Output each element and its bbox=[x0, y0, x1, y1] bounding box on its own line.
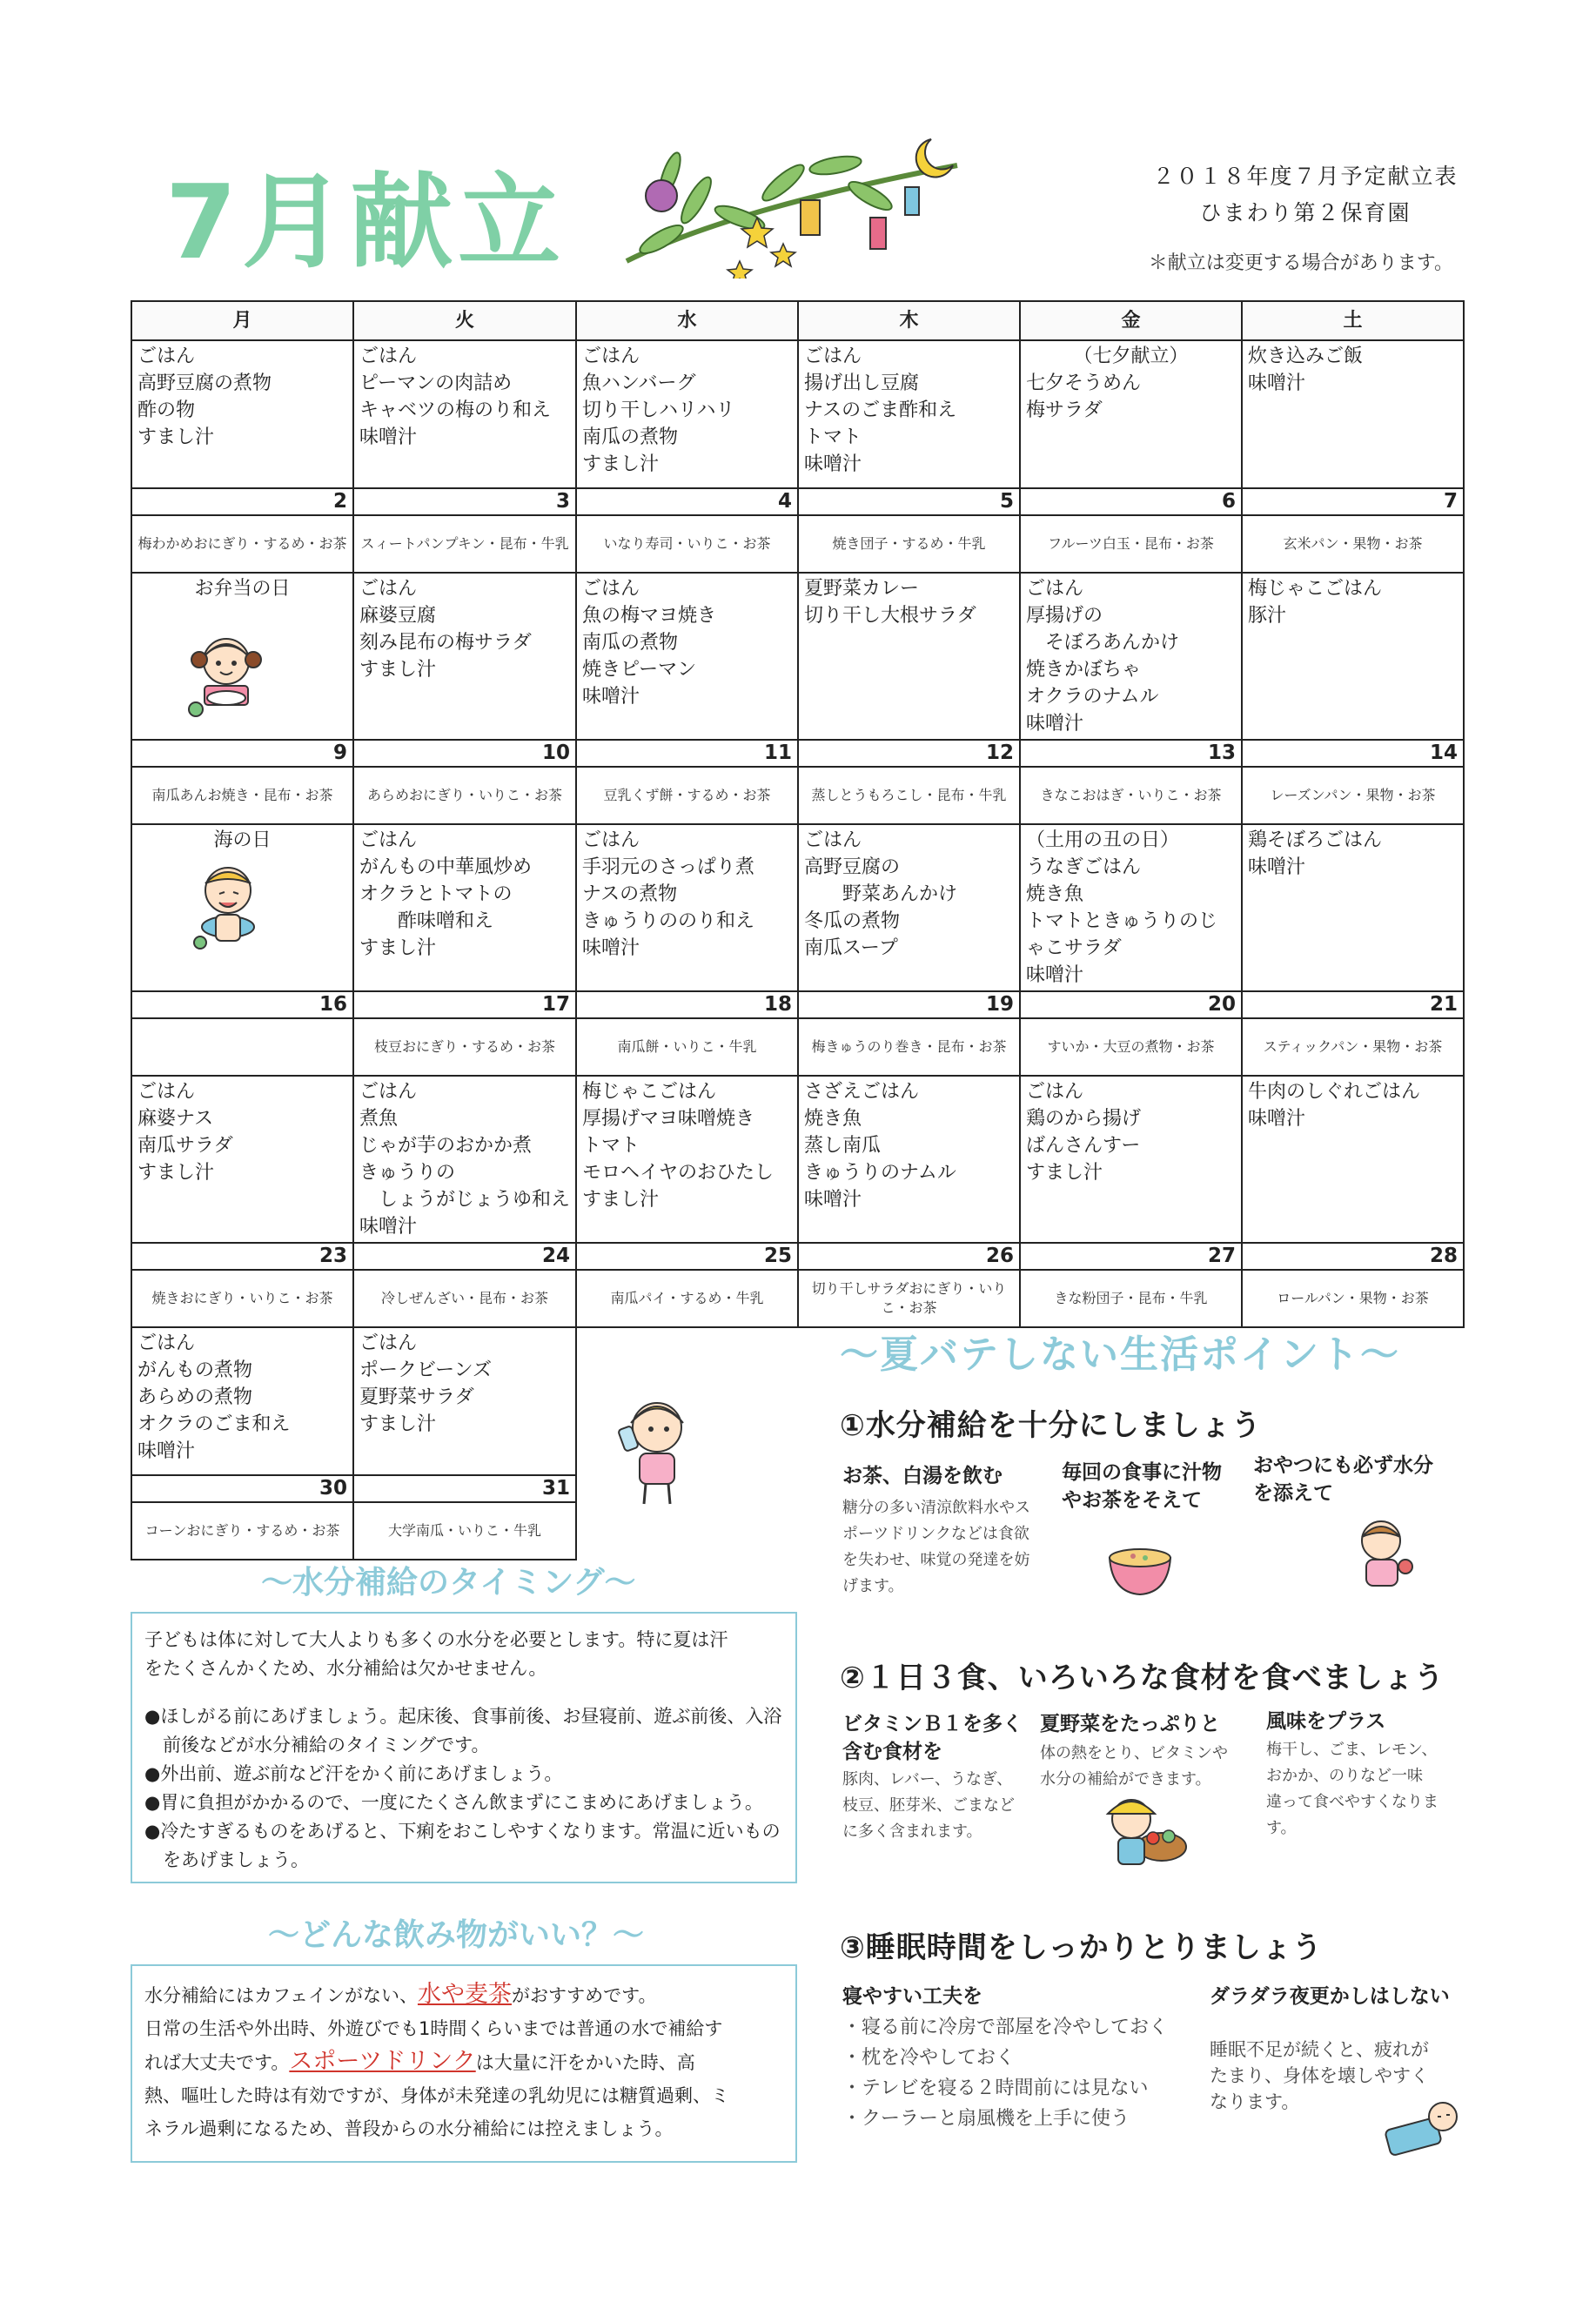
date-number: 26 bbox=[798, 1243, 1020, 1270]
menu-item: 夏野菜カレー bbox=[804, 578, 920, 600]
menu-row bbox=[131, 1076, 1464, 1243]
snack-cell: 蒸しとうもろこし・昆布・牛乳 bbox=[798, 767, 1020, 824]
menu-item: 味噌汁 bbox=[582, 937, 640, 959]
point-3a-heading: 寝やすい工夫を bbox=[842, 1985, 982, 2008]
point-2a-heading bbox=[842, 1710, 1023, 1766]
menu-item: 炊き込みご飯 bbox=[1248, 346, 1364, 367]
menu-item: ごはん bbox=[804, 346, 862, 367]
snack-row bbox=[131, 1270, 1464, 1327]
header-info bbox=[1123, 158, 1488, 232]
drinks-line-1-text: 水分補給にはカフェインがない、 bbox=[144, 1985, 418, 2006]
menu-item: ごはん bbox=[359, 829, 418, 851]
menu-item: すまし汁 bbox=[359, 1413, 437, 1435]
weekday-header-row bbox=[131, 301, 1464, 340]
menu-item: がんもの煮物 bbox=[137, 1359, 253, 1381]
menu-item: ごはん bbox=[137, 1081, 196, 1103]
menu-item: お弁当の日 bbox=[194, 578, 291, 600]
girl-bento-illustration bbox=[178, 627, 274, 722]
menu-item: さざえごはん bbox=[804, 1081, 920, 1103]
menu-item: ばんさんすー bbox=[1026, 1135, 1141, 1157]
menu-item: 切り干し大根サラダ bbox=[804, 605, 976, 627]
menu-item: 酢味噌和え bbox=[359, 910, 494, 932]
menu-item: 南瓜サラダ bbox=[137, 1135, 233, 1157]
menu-item: 魚の梅マヨ焼き bbox=[582, 605, 717, 627]
menu-row bbox=[131, 824, 1464, 991]
menu-item: 豚汁 bbox=[1248, 605, 1287, 627]
sleep-tip-item: ・クーラーと扇風機を上手に使う bbox=[842, 2108, 1130, 2130]
hydration-timing-title: ～水分補給のタイミング～ bbox=[261, 1565, 636, 1601]
menu-item: すまし汁 bbox=[1026, 1162, 1103, 1184]
menu-item: （七夕献立） bbox=[1073, 346, 1189, 367]
snack-cell: 焼きおにぎり・いりこ・お茶 bbox=[131, 1270, 353, 1327]
menu-item: 野菜あんかけ bbox=[804, 883, 958, 905]
weekday-wed: 水 bbox=[576, 301, 798, 340]
menu-cell bbox=[798, 1076, 1020, 1243]
menu-cell bbox=[353, 824, 576, 991]
menu-cell bbox=[576, 573, 798, 740]
snack-cell: 大学南瓜・いりこ・牛乳 bbox=[353, 1502, 576, 1560]
menu-item: 味噌汁 bbox=[359, 1216, 418, 1238]
menu-item: ピーマンの肉詰め bbox=[359, 372, 513, 394]
menu-item: 麻婆ナス bbox=[137, 1108, 214, 1130]
date-number: 4 bbox=[576, 488, 798, 515]
menu-item: 麻婆豆腐 bbox=[359, 605, 437, 627]
drinks-box bbox=[131, 1964, 797, 2163]
nursery-name: ひまわり第２保育園 bbox=[1199, 200, 1412, 225]
weekday-sat: 土 bbox=[1242, 301, 1464, 340]
menu-item: オクラとトマトの bbox=[359, 883, 513, 905]
date-number: 5 bbox=[798, 488, 1020, 515]
empty-cell bbox=[576, 1502, 798, 1560]
hydration-intro-2: をたくさんかくため、水分補給は欠かせません。 bbox=[144, 1658, 547, 1679]
water-barley-tea-highlight: 水や麦茶 bbox=[417, 1981, 512, 2008]
menu-item: 梅サラダ bbox=[1026, 399, 1103, 421]
point-2a-line: ビタミンＢ１を多く bbox=[842, 1713, 1023, 1735]
menu-item: しょうがじょうゆ和え bbox=[359, 1189, 571, 1211]
menu-item: じゃが芋のおかか煮 bbox=[359, 1135, 533, 1157]
drinks-line-3 bbox=[144, 2045, 783, 2079]
date-number: 11 bbox=[576, 740, 798, 767]
menu-item: すまし汁 bbox=[359, 937, 437, 959]
menu-cell bbox=[353, 340, 576, 488]
child-vegetables-illustration bbox=[1092, 1793, 1192, 1880]
point-2a-line: 含む食材を bbox=[842, 1741, 942, 1763]
menu-item: ごはん bbox=[359, 1332, 418, 1354]
menu-row bbox=[131, 573, 1464, 740]
menu-cell bbox=[1020, 1076, 1242, 1243]
menu-item: 味噌汁 bbox=[1248, 856, 1306, 878]
snack-cell: コーンおにぎり・するめ・お茶 bbox=[131, 1502, 353, 1560]
snack-cell: レーズンパン・果物・お茶 bbox=[1242, 767, 1464, 824]
menu-item: 手羽元のさっぱり煮 bbox=[582, 856, 755, 878]
menu-item: ごはん bbox=[582, 829, 640, 851]
drinks-line-4: 熱、嘔吐した時は有効ですが、身体が未発達の乳幼児には糖質過剰、ミ bbox=[144, 2085, 729, 2106]
snack-cell: きなこおはぎ・いりこ・お茶 bbox=[1020, 767, 1242, 824]
snack-cell: 焼き団子・するめ・牛乳 bbox=[798, 515, 1020, 573]
document-title: ２０１８年度７月予定献立表 bbox=[1152, 164, 1459, 189]
menu-item: ごはん bbox=[359, 1081, 418, 1103]
menu-item: 梅じゃこごはん bbox=[582, 1081, 717, 1103]
menu-cell bbox=[131, 340, 353, 488]
menu-cell bbox=[1242, 573, 1464, 740]
point-1c-line: を添えて bbox=[1253, 1482, 1333, 1505]
menu-item: きゅうりの bbox=[359, 1162, 456, 1184]
point-1c-heading bbox=[1253, 1452, 1433, 1507]
menu-item: 味噌汁 bbox=[1248, 1108, 1306, 1130]
point-2a-text bbox=[842, 1767, 1015, 1845]
snack-cell: 南瓜あんお焼き・昆布・お茶 bbox=[131, 767, 353, 824]
menu-item: 海の日 bbox=[213, 829, 272, 851]
date-row bbox=[131, 1243, 1464, 1270]
change-note: ＊献立は変更する場合があります。 bbox=[1148, 252, 1453, 274]
menu-item: 南瓜の煮物 bbox=[582, 426, 679, 448]
date-number: 25 bbox=[576, 1243, 798, 1270]
date-number: 21 bbox=[1242, 991, 1464, 1018]
snack-cell: ロールパン・果物・お茶 bbox=[1242, 1270, 1464, 1327]
date-number: 19 bbox=[798, 991, 1020, 1018]
menu-item: 冬瓜の煮物 bbox=[804, 910, 901, 932]
date-number: 17 bbox=[353, 991, 576, 1018]
date-number: 27 bbox=[1020, 1243, 1242, 1270]
date-number: 23 bbox=[131, 1243, 353, 1270]
snack-cell: 南瓜餅・いりこ・牛乳 bbox=[576, 1018, 798, 1076]
snack-cell: あらめおにぎり・いりこ・お茶 bbox=[353, 767, 576, 824]
soup-bowl-illustration bbox=[1105, 1532, 1175, 1601]
date-number: 24 bbox=[353, 1243, 576, 1270]
menu-cell bbox=[576, 1076, 798, 1243]
menu-item: すまし汁 bbox=[582, 1189, 660, 1211]
snack-cell: スィートパンプキン・昆布・牛乳 bbox=[353, 515, 576, 573]
drinks-line-2: 日常の生活や外出時、外遊びでも1時間くらいまでは普通の水で補給す bbox=[144, 2018, 723, 2039]
snack-row bbox=[131, 767, 1464, 824]
tanabata-illustration bbox=[609, 131, 975, 279]
hydration-bullet-3: ●胃に負担がかかるので、一度にたくさん飲まずにこまめにあげましょう。 bbox=[144, 1792, 763, 1813]
date-number: 30 bbox=[131, 1475, 353, 1502]
menu-cell bbox=[1242, 340, 1464, 488]
weekday-tue: 火 bbox=[353, 301, 576, 340]
menu-item: 南瓜の煮物 bbox=[582, 632, 679, 654]
point-2c-text-line: 違って食べやすくなりま bbox=[1266, 1793, 1438, 1811]
point-1a-heading: お茶、白湯を飲む bbox=[842, 1465, 1003, 1487]
menu-item: ごはん bbox=[137, 1332, 196, 1354]
point-2c-heading: 風味をプラス bbox=[1266, 1710, 1386, 1733]
snack-row bbox=[131, 515, 1464, 573]
point-3b-text-line: なります。 bbox=[1210, 2091, 1300, 2112]
menu-item: ごはん bbox=[359, 578, 418, 600]
point-1a-line: げます。 bbox=[842, 1577, 904, 1595]
drinks-title: ～どんな飲み物がいい？～ bbox=[268, 1917, 645, 1953]
snack-cell: 南瓜パイ・するめ・牛乳 bbox=[576, 1270, 798, 1327]
sleep-tip-item: ・枕を冷やしておく bbox=[842, 2047, 1016, 2069]
snack-cell: 冷しぜんざい・昆布・お茶 bbox=[353, 1270, 576, 1327]
point-2-heading: ②１日３食、いろいろな食材を食べましょう bbox=[840, 1661, 1445, 1695]
weekday-mon: 月 bbox=[131, 301, 353, 340]
menu-item: 蒸し南瓜 bbox=[804, 1135, 882, 1157]
menu-item: 味噌汁 bbox=[137, 1440, 196, 1462]
point-2b-text-line: 水分の補給ができます。 bbox=[1040, 1770, 1211, 1789]
drinks-line-3-text: れば大丈夫です。 bbox=[144, 2052, 290, 2073]
date-number: 12 bbox=[798, 740, 1020, 767]
menu-cell bbox=[576, 340, 798, 488]
date-number: 2 bbox=[131, 488, 353, 515]
drinks-line-3-end: は大量に汗をかいた時、高 bbox=[475, 2052, 695, 2073]
menu-cell bbox=[1020, 573, 1242, 740]
date-row bbox=[131, 488, 1464, 515]
menu-item: ナスの煮物 bbox=[582, 883, 678, 905]
snack-cell: 梅きゅうのり巻き・昆布・お茶 bbox=[798, 1018, 1020, 1076]
menu-item: 焼きピーマン bbox=[582, 659, 697, 681]
hydration-bullet-4a: ●冷たすぎるものをあげると、下痢をおこしやすくなります。常温に近いもの bbox=[144, 1821, 781, 1842]
menu-item: 揚げ出し豆腐 bbox=[804, 372, 920, 394]
menu-item: （土用の丑の日） bbox=[1026, 829, 1180, 851]
date-number: 16 bbox=[131, 991, 353, 1018]
menu-item: 高野豆腐の bbox=[804, 856, 901, 878]
child-snack-illustration bbox=[1345, 1514, 1423, 1597]
menu-item: あらめの煮物 bbox=[137, 1386, 253, 1408]
menu-item: 焼き魚 bbox=[804, 1108, 862, 1130]
menu-item: ごはん bbox=[582, 578, 640, 600]
point-1a-line: 糖分の多い清涼飲料水やス bbox=[842, 1499, 1030, 1517]
date-number: 3 bbox=[353, 488, 576, 515]
point-3a-list bbox=[842, 2012, 1168, 2134]
point-3b-heading: ダラダラ夜更かしはしない bbox=[1210, 1985, 1450, 2008]
menu-item: きゅうりのナムル bbox=[804, 1162, 956, 1184]
menu-item: がんもの中華風炒め bbox=[359, 856, 533, 878]
date-row bbox=[131, 740, 1464, 767]
date-number: 9 bbox=[131, 740, 353, 767]
menu-item: ポークビーンズ bbox=[359, 1359, 493, 1381]
menu-item: 梅じゃこごはん bbox=[1248, 578, 1383, 600]
menu-item: モロヘイヤのおひたし bbox=[582, 1162, 775, 1184]
point-1a-line: を失わせ、味覚の発達を妨 bbox=[842, 1551, 1030, 1569]
menu-item: 煮魚 bbox=[359, 1108, 399, 1130]
snack-cell: きな粉団子・昆布・牛乳 bbox=[1020, 1270, 1242, 1327]
menu-cell bbox=[798, 573, 1020, 740]
menu-cell bbox=[798, 824, 1020, 991]
menu-item: すまし汁 bbox=[359, 659, 437, 681]
drinks-line-1 bbox=[144, 1978, 783, 2012]
point-1a-text bbox=[842, 1495, 1030, 1600]
menu-item: きゅうりののり和え bbox=[582, 910, 755, 932]
menu-cell bbox=[1242, 1076, 1464, 1243]
menu-item: 味噌汁 bbox=[1026, 964, 1084, 986]
date-number: 28 bbox=[1242, 1243, 1464, 1270]
menu-item: すまし汁 bbox=[137, 1162, 215, 1184]
sleep-tip-item: ・寝る前に冷房で部屋を冷やしておく bbox=[842, 2017, 1169, 2038]
point-2a-text-line: 枝豆、胚芽米、ごまなど bbox=[842, 1796, 1015, 1815]
menu-cell bbox=[576, 824, 798, 991]
weekday-fri: 金 bbox=[1020, 301, 1242, 340]
menu-item: 味噌汁 bbox=[804, 453, 862, 475]
menu-cell bbox=[1242, 824, 1464, 991]
date-number: 20 bbox=[1020, 991, 1242, 1018]
menu-item: 鶏そぼろごはん bbox=[1248, 829, 1383, 851]
point-1b-line: 毎回の食事に汁物 bbox=[1062, 1461, 1222, 1484]
hydration-bullet-2: ●外出前、遊ぶ前など汗をかく前にあげましょう。 bbox=[144, 1763, 563, 1784]
menu-item: 南瓜スープ bbox=[804, 937, 898, 959]
menu-cell bbox=[1020, 824, 1242, 991]
menu-item: 鶏のから揚げ bbox=[1026, 1108, 1142, 1130]
menu-cell bbox=[353, 1076, 576, 1243]
hydration-bullet-1b: 前後などが水分補給のタイミングです。 bbox=[144, 1735, 490, 1755]
point-2c-text bbox=[1266, 1737, 1438, 1842]
menu-item: 焼きかぼちゃ bbox=[1026, 659, 1142, 681]
date-number: 7 bbox=[1242, 488, 1464, 515]
menu-item: 酢の物 bbox=[137, 399, 196, 421]
point-2b-text bbox=[1040, 1741, 1228, 1793]
date-number: 10 bbox=[353, 740, 576, 767]
snack-cell: 切り干しサラダおにぎり・いりこ・お茶 bbox=[798, 1270, 1020, 1327]
menu-cell bbox=[1020, 340, 1242, 488]
snack-cell: 枝豆おにぎり・するめ・お茶 bbox=[353, 1018, 576, 1076]
menu-item: ナスのごま酢和え bbox=[804, 399, 957, 421]
menu-item: 牛肉のしぐれごはん bbox=[1248, 1081, 1421, 1103]
point-2a-text-line: に多く含まれます。 bbox=[842, 1822, 982, 1841]
point-1c-line: おやつにも必ず水分 bbox=[1253, 1454, 1433, 1477]
menu-item: 魚ハンバーグ bbox=[582, 372, 696, 394]
menu-item: 七夕そうめん bbox=[1026, 372, 1142, 394]
point-1b-line: やお茶をそえて bbox=[1062, 1489, 1202, 1512]
menu-item: ごはん bbox=[1026, 1081, 1084, 1103]
point-2b-text-line: 体の熱をとり、ビタミンや bbox=[1040, 1744, 1228, 1762]
menu-item: すまし汁 bbox=[137, 426, 215, 448]
date-row bbox=[131, 991, 1464, 1018]
snack-row bbox=[131, 1018, 1464, 1076]
snack-cell: 梅わかめおにぎり・するめ・お茶 bbox=[131, 515, 353, 573]
point-3b-text-line: たまり、身体を壊しやすく bbox=[1210, 2065, 1429, 2086]
snack-cell: フルーツ白玉・昆布・お茶 bbox=[1020, 515, 1242, 573]
menu-item: キャベツの梅のり和え bbox=[359, 399, 552, 421]
menu-item: 味噌汁 bbox=[359, 426, 418, 448]
snack-cell: 豆乳くず餅・するめ・お茶 bbox=[576, 767, 798, 824]
weekday-thu: 木 bbox=[798, 301, 1020, 340]
menu-item: 高野豆腐の煮物 bbox=[137, 372, 272, 394]
menu-item: トマト bbox=[582, 1135, 640, 1157]
menu-item: ごはん bbox=[1026, 578, 1084, 600]
hydration-intro-1: 子どもは体に対して大人よりも多くの水分を必要とします。特に夏は汗 bbox=[144, 1629, 728, 1650]
child-drinking-illustration bbox=[609, 1393, 705, 1510]
menu-item: 切り干しハリハリ bbox=[582, 399, 735, 421]
menu-item: ごはん bbox=[359, 346, 418, 367]
menu-item: 夏野菜サラダ bbox=[359, 1386, 474, 1408]
menu-item: ごはん bbox=[804, 829, 862, 851]
hydration-bullet-4b: をあげましょう。 bbox=[144, 1849, 309, 1870]
sleeping-baby-illustration bbox=[1384, 2097, 1462, 2158]
summer-points-title: ～夏バテしない生活ポイント～ bbox=[840, 1332, 1400, 1377]
menu-item: ごはん bbox=[582, 346, 640, 367]
menu-item: 味噌汁 bbox=[804, 1189, 862, 1211]
menu-cell bbox=[353, 1327, 576, 1475]
menu-item: 厚揚げマヨ味噌焼き bbox=[582, 1108, 755, 1130]
point-1b-heading bbox=[1062, 1459, 1222, 1514]
point-2b-heading: 夏野菜をたっぷりと bbox=[1040, 1713, 1220, 1735]
menu-item: トマト bbox=[804, 426, 862, 448]
page-title: 7月献立 bbox=[165, 162, 567, 282]
snack-cell: すいか・大豆の煮物・お茶 bbox=[1020, 1018, 1242, 1076]
menu-item: そぼろあんかけ bbox=[1026, 632, 1180, 654]
snack-cell: スティックパン・果物・お茶 bbox=[1242, 1018, 1464, 1076]
drinks-line-5: ネラル過剰になるため、普段からの水分補給には控えましょう。 bbox=[144, 2118, 674, 2139]
point-3-heading: ③睡眠時間をしっかりとりましょう bbox=[840, 1930, 1323, 1965]
drinks-line-1-end: がおすすめです。 bbox=[511, 1985, 657, 2006]
menu-item: トマトときゅうりのじ bbox=[1026, 910, 1218, 932]
point-3b-text-line: 睡眠不足が続くと、疲れが bbox=[1210, 2039, 1429, 2060]
point-1a-line: ポーツドリンクなどは食欲 bbox=[842, 1525, 1029, 1543]
date-number: 13 bbox=[1020, 740, 1242, 767]
point-2a-text-line: 豚肉、レバー、うなぎ、 bbox=[842, 1770, 1013, 1789]
menu-row bbox=[131, 340, 1464, 488]
boy-swim-illustration bbox=[183, 857, 274, 953]
menu-item: 味噌汁 bbox=[1248, 372, 1306, 394]
sports-drink-highlight: スポーツドリンク bbox=[289, 2048, 476, 2075]
hydration-bullet-1a: ●ほしがる前にあげましょう。起床後、食事前後、お昼寝前、遊ぶ前後、入浴 bbox=[144, 1706, 782, 1727]
menu-item: 刻み昆布の梅サラダ bbox=[359, 632, 532, 654]
snack-cell: 玄米パン・果物・お茶 bbox=[1242, 515, 1464, 573]
date-number: 31 bbox=[353, 1475, 576, 1502]
menu-cell bbox=[131, 1327, 353, 1475]
menu-item: すまし汁 bbox=[582, 453, 660, 475]
hydration-timing-box bbox=[131, 1612, 797, 1883]
point-2c-text-line: す。 bbox=[1266, 1819, 1297, 1837]
menu-item: オクラのごま和え bbox=[137, 1413, 291, 1435]
sleep-tip-item: ・テレビを寝る２時間前には見ない bbox=[842, 2077, 1149, 2099]
point-2c-text-line: おかか、のりなど一味 bbox=[1266, 1767, 1423, 1785]
snack-row bbox=[131, 1502, 1464, 1560]
menu-cell bbox=[353, 573, 576, 740]
menu-item: 厚揚げの bbox=[1026, 605, 1103, 627]
menu-cell bbox=[131, 1076, 353, 1243]
menu-item: ごはん bbox=[137, 346, 196, 367]
snack-cell: いなり寿司・いりこ・お茶 bbox=[576, 515, 798, 573]
menu-item: ゃこサラダ bbox=[1026, 937, 1122, 959]
snack-cell bbox=[131, 1018, 353, 1076]
menu-cell bbox=[798, 340, 1020, 488]
date-number: 14 bbox=[1242, 740, 1464, 767]
menu-item: 焼き魚 bbox=[1026, 883, 1084, 905]
date-number: 6 bbox=[1020, 488, 1242, 515]
date-number: 18 bbox=[576, 991, 798, 1018]
menu-item: 味噌汁 bbox=[582, 686, 640, 708]
point-2c-text-line: 梅干し、ごま、レモン、 bbox=[1266, 1741, 1438, 1759]
menu-item: 味噌汁 bbox=[1026, 713, 1084, 735]
menu-item: オクラのナムル bbox=[1026, 686, 1159, 708]
menu-item: うなぎごはん bbox=[1026, 856, 1142, 878]
point-1-heading: ①水分補給を十分にしましょう bbox=[840, 1408, 1262, 1443]
